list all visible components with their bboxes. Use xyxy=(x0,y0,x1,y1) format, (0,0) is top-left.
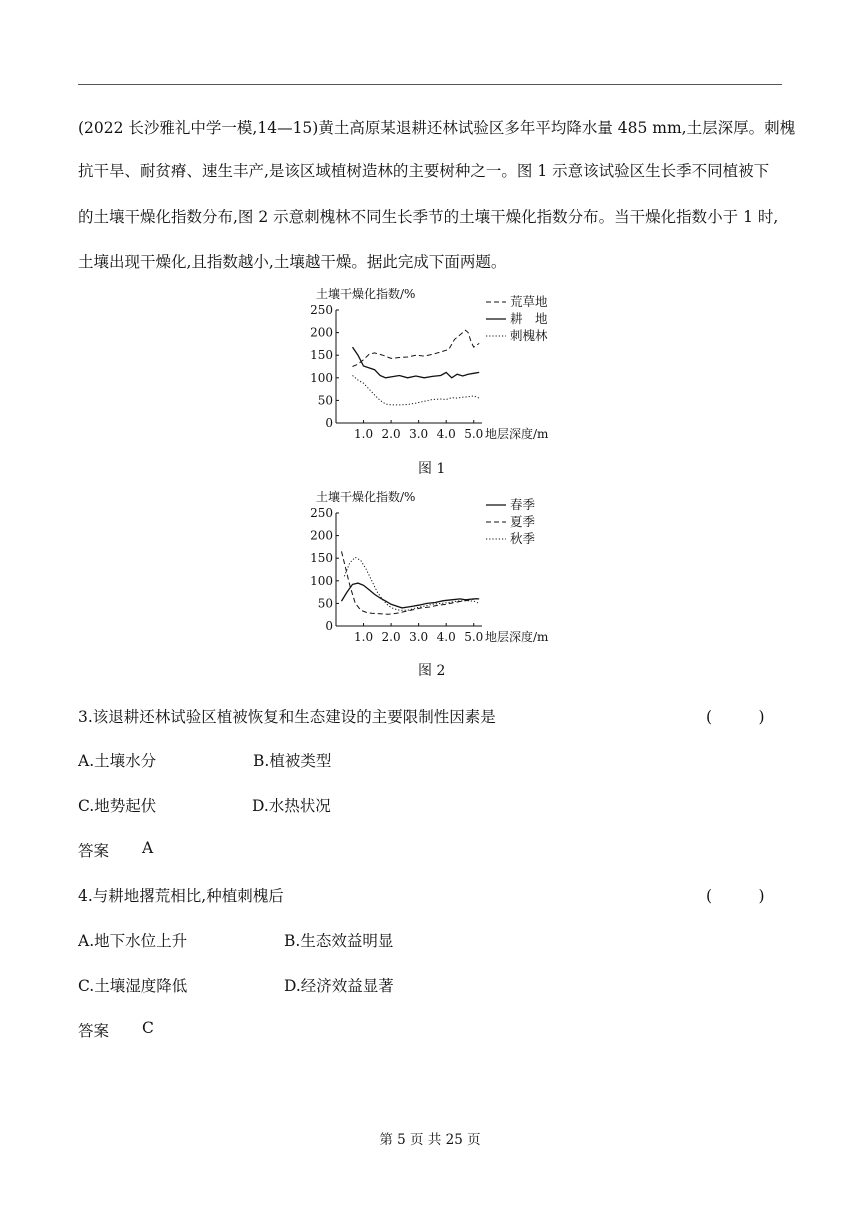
figure-2-chart xyxy=(290,485,580,645)
series-line-2 xyxy=(342,551,480,614)
option-c: C.地势起伏 xyxy=(78,797,157,815)
x-tick-label: 3.0 xyxy=(409,427,429,441)
y-tick-label: 100 xyxy=(310,370,333,385)
legend-label: 耕 地 xyxy=(510,311,548,326)
series-line-3 xyxy=(353,376,480,405)
intro-line: 土壤出现干燥化,且指数越小,土壤越干燥。据此完成下面两题。 xyxy=(78,253,507,271)
intro-line: 抗干旱、耐贫瘠、速生丰产,是该区域植树造林的主要树种之一。图 1 示意该试验区生长季不同植被下 xyxy=(78,162,770,180)
figure-1-caption: 图 1 xyxy=(418,461,446,477)
option-c: C.土壤湿度降低 xyxy=(78,977,188,995)
y-tick-label: 250 xyxy=(310,303,333,317)
y-tick-label: 150 xyxy=(310,551,333,566)
legend-label: 荒草地 xyxy=(510,294,548,309)
y-tick-label: 200 xyxy=(310,528,333,543)
x-tick-label: 5.0 xyxy=(464,427,484,441)
option-a: A.土壤水分 xyxy=(78,752,157,770)
x-tick-label: 5.0 xyxy=(464,630,484,644)
question-3-stem: 3.该退耕还林试验区植被恢复和生态建设的主要限制性因素是 xyxy=(78,708,496,726)
series-line-3 xyxy=(344,557,479,610)
x-tick-label: 4.0 xyxy=(436,427,456,441)
option-b: B.生态效益明显 xyxy=(284,932,394,950)
answer-value: A xyxy=(142,839,154,857)
answer-value: C xyxy=(142,1019,154,1037)
y-tick-label: 250 xyxy=(310,506,333,520)
answer-label: 答案 xyxy=(78,842,110,860)
y-tick-label: 200 xyxy=(310,325,333,340)
option-b: B.植被类型 xyxy=(253,752,332,770)
series-line-1 xyxy=(342,583,480,608)
x-axis-label: 地层深度/m xyxy=(485,630,549,644)
y-tick-label: 50 xyxy=(317,393,333,408)
option-a: A.地下水位上升 xyxy=(78,932,188,950)
y-axis-label: 土壤干燥化指数/% xyxy=(316,287,416,301)
x-tick-label: 2.0 xyxy=(381,630,401,644)
y-tick-label: 150 xyxy=(310,348,333,363)
x-tick-label: 2.0 xyxy=(381,427,401,441)
x-tick-label: 4.0 xyxy=(436,630,456,644)
series-line-2 xyxy=(353,347,480,378)
y-tick-label: 0 xyxy=(325,619,333,633)
page-footer: 第 5 页 共 25 页 xyxy=(379,1132,481,1148)
legend-label: 春季 xyxy=(510,497,536,512)
x-tick-label: 1.0 xyxy=(354,630,374,644)
legend-label: 夏季 xyxy=(510,514,536,529)
option-d: D.水热状况 xyxy=(252,797,331,815)
answer-label: 答案 xyxy=(78,1022,110,1040)
answer-bracket: ( ) xyxy=(706,708,765,726)
x-axis-label: 地层深度/m xyxy=(485,427,549,441)
legend-label: 秋季 xyxy=(510,531,536,546)
answer-bracket: ( ) xyxy=(706,887,765,905)
option-d: D.经济效益显著 xyxy=(284,977,394,995)
x-tick-label: 3.0 xyxy=(409,630,429,644)
figure-1-chart xyxy=(290,282,580,442)
x-tick-label: 1.0 xyxy=(354,427,374,441)
intro-line: 的土壤干燥化指数分布,图 2 示意刺槐林不同生长季节的土壤干燥化指数分布。当干燥化指数小于 1 时, xyxy=(78,208,779,226)
legend-label: 刺槐林 xyxy=(510,328,548,343)
figure-2-caption: 图 2 xyxy=(418,663,446,679)
intro-line: (2022 长沙雅礼中学一模,14—15)黄土高原某退耕还林试验区多年平均降水量 485 mm,土层深厚。刺槐 xyxy=(78,119,796,137)
y-tick-label: 50 xyxy=(317,596,333,611)
y-tick-label: 0 xyxy=(325,416,333,430)
question-4-stem: 4.与耕地撂荒相比,种植刺槐后 xyxy=(78,887,284,905)
header-rule xyxy=(78,84,782,85)
y-tick-label: 100 xyxy=(310,573,333,588)
y-axis-label: 土壤干燥化指数/% xyxy=(316,490,416,504)
series-line-1 xyxy=(353,330,480,366)
